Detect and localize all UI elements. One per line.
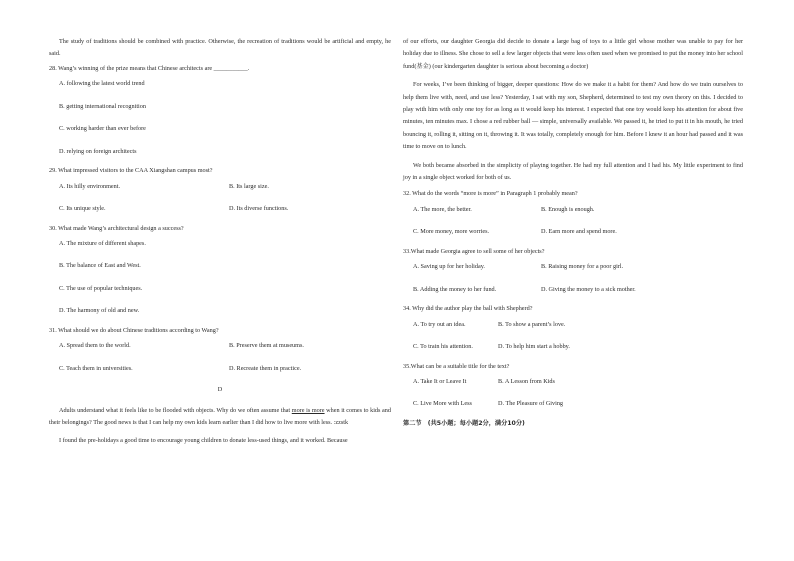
q32-row-1: [403, 199, 743, 222]
question-28: 28. Wang’s winning of the prize means that Chinese architects are ___________.: [49, 64, 250, 72]
q28-option-b[interactable]: B. getting international recognition: [59, 102, 146, 110]
q31-option-b[interactable]: B. Preserve them at museums.: [229, 342, 304, 350]
q31-option-a[interactable]: A. Spread them to the world.: [59, 342, 131, 350]
question-31: 31. What should we do about Chinese traditions according to Wang?: [49, 326, 219, 334]
section-d-heading: D: [217, 386, 223, 394]
section-2-heading: 第二节 (共5小题；每小题2分，满分10分): [403, 419, 525, 427]
q32-option-a[interactable]: A. The more, the better.: [413, 205, 472, 213]
question-29: 29. What impressed visitors to the CAA Xiangshan campus most?: [49, 167, 213, 175]
q29-option-a[interactable]: A. Its hilly environment.: [59, 182, 121, 190]
q35-option-b[interactable]: B. A Lesson from Kids: [498, 377, 555, 385]
q28-option-d[interactable]: D. relying on foreign architects: [59, 147, 137, 155]
q32-row-2: [403, 221, 743, 244]
question-33: 33.What made Georgia agree to sell some of her objects?: [403, 247, 545, 255]
passage-d-paragraph-1: [49, 405, 391, 430]
q34-row-1: [403, 314, 743, 337]
q29-row-2: [49, 198, 391, 221]
q34-option-a[interactable]: A. To try out an idea.: [413, 320, 466, 328]
q34-option-d[interactable]: D. To help him start a hobby.: [498, 343, 570, 351]
q33-option-c[interactable]: B. Adding the money to her fund.: [413, 285, 497, 293]
q33-row-2: [403, 279, 743, 302]
q34-row-2: [403, 336, 743, 359]
q30-option-b[interactable]: B. The balance of East and West.: [59, 262, 141, 270]
q32-option-b[interactable]: B. Enough is enough.: [541, 205, 595, 213]
right-column: [403, 36, 743, 428]
q34-option-c[interactable]: C. To train his attention.: [413, 343, 473, 351]
q29-option-d[interactable]: D. Its diverse functions.: [229, 205, 289, 213]
question-30: 30. What made Wang’s architectural design a success?: [49, 224, 184, 232]
paragraph-continuation: of our efforts, our daughter Georgia did decide to donate a large bag of toys to a little girl whose mother was unable to pay for her holiday due to illness. She chose to sell a few larger objects that were less often used when we promised to put the money into her school fund(基金) (our kindergarten daughter is serious about becoming a doctor): [403, 38, 743, 70]
intro-paragraph: The study of traditions should be combined with practice. Otherwise, the recreation of traditions would be artificial and empty, he said.: [49, 38, 391, 58]
para1-part-a: Adults understand what it feels like to be flooded with objects. Why do we often assume that: [59, 406, 292, 414]
q35-option-c[interactable]: C. Live More with Less: [413, 400, 472, 408]
q29-option-c[interactable]: C. Its unique style.: [59, 205, 106, 213]
q33-row-1: [403, 256, 743, 279]
q30-option-a[interactable]: A. The mixture of different shapes.: [59, 239, 146, 247]
paragraph-3: For weeks, I’ve been thinking of bigger, deeper questions: How do we make it a habit for them? And how do we train ourselves to help them live with, need, and use less? Yesterday, I sat with my son, Shepherd, determined to test my own theory on this. I decided to play with him with only one toy for as long as it would keep his interest. I expected that one toy would keep his attention for about five minutes, ten minutes max. I chose a red rubber ball — simple, universally available. We passed it, he tried to put it in his mouth, he tried bouncing it, rolling it, sitting on it, throwing it. It was totally, completely enough for him. Before I knew it an hour had passed and it was time to move on to lunch.: [403, 81, 743, 151]
q33-option-a[interactable]: A. Saving up for her holiday.: [413, 263, 485, 271]
q31-option-c[interactable]: C. Teach them in universities.: [59, 364, 133, 372]
q29-option-b[interactable]: B. Its large size.: [229, 182, 269, 190]
question-32: 32. What do the words “more is more” in Paragraph 1 probably mean?: [403, 190, 578, 198]
paragraph-4: We both became absorbed in the simplicity of playing together. He had my full attention and I had his. My little experiment to find joy in a single object worked for both of us.: [403, 161, 743, 182]
q28-option-c[interactable]: C. working harder than ever before: [59, 125, 146, 133]
q35-row-1: [403, 371, 743, 394]
q28-option-a[interactable]: A. following the latest world trend: [59, 80, 145, 88]
more-is-more-phrase: more is more: [291, 406, 325, 414]
passage-d-paragraph-2: I found the pre-holidays a good time to encourage young children to donate less-used things, and it worked. Because: [59, 437, 348, 445]
q33-option-d[interactable]: D. Giving the money to a sick mother.: [541, 285, 636, 293]
q34-option-b[interactable]: B. To show a parent’s love.: [498, 320, 566, 328]
para1-part-b: when it comes to kids and their belongings? The good news is that I can help my own kids learn earlier than I did how to live more with less. :zzstk: [49, 406, 391, 427]
question-35: 35.What can be a suitable title for the text?: [403, 362, 510, 370]
q29-row-1: [49, 176, 391, 199]
q32-option-d[interactable]: D. Earn more and spend more.: [541, 228, 617, 236]
q30-option-d[interactable]: D. The harmony of old and new.: [59, 307, 140, 315]
question-34: 34. Why did the author play the ball with Shepherd?: [403, 305, 533, 313]
q35-option-a[interactable]: A. Take It or Leave It: [413, 377, 467, 385]
q31-row-2: [49, 358, 391, 381]
q30-option-c[interactable]: C. The use of popular techniques.: [59, 284, 143, 292]
q35-row-2: [403, 393, 743, 416]
q31-row-1: [49, 335, 391, 358]
q31-option-d[interactable]: D. Recreate them in practice.: [229, 364, 302, 372]
q32-option-c[interactable]: C. More money, more worries.: [413, 228, 490, 236]
left-column: [49, 36, 391, 454]
q35-option-d[interactable]: D. The Pleasure of Giving: [498, 400, 564, 408]
q33-option-b[interactable]: B. Raising money for a poor girl.: [541, 263, 624, 271]
